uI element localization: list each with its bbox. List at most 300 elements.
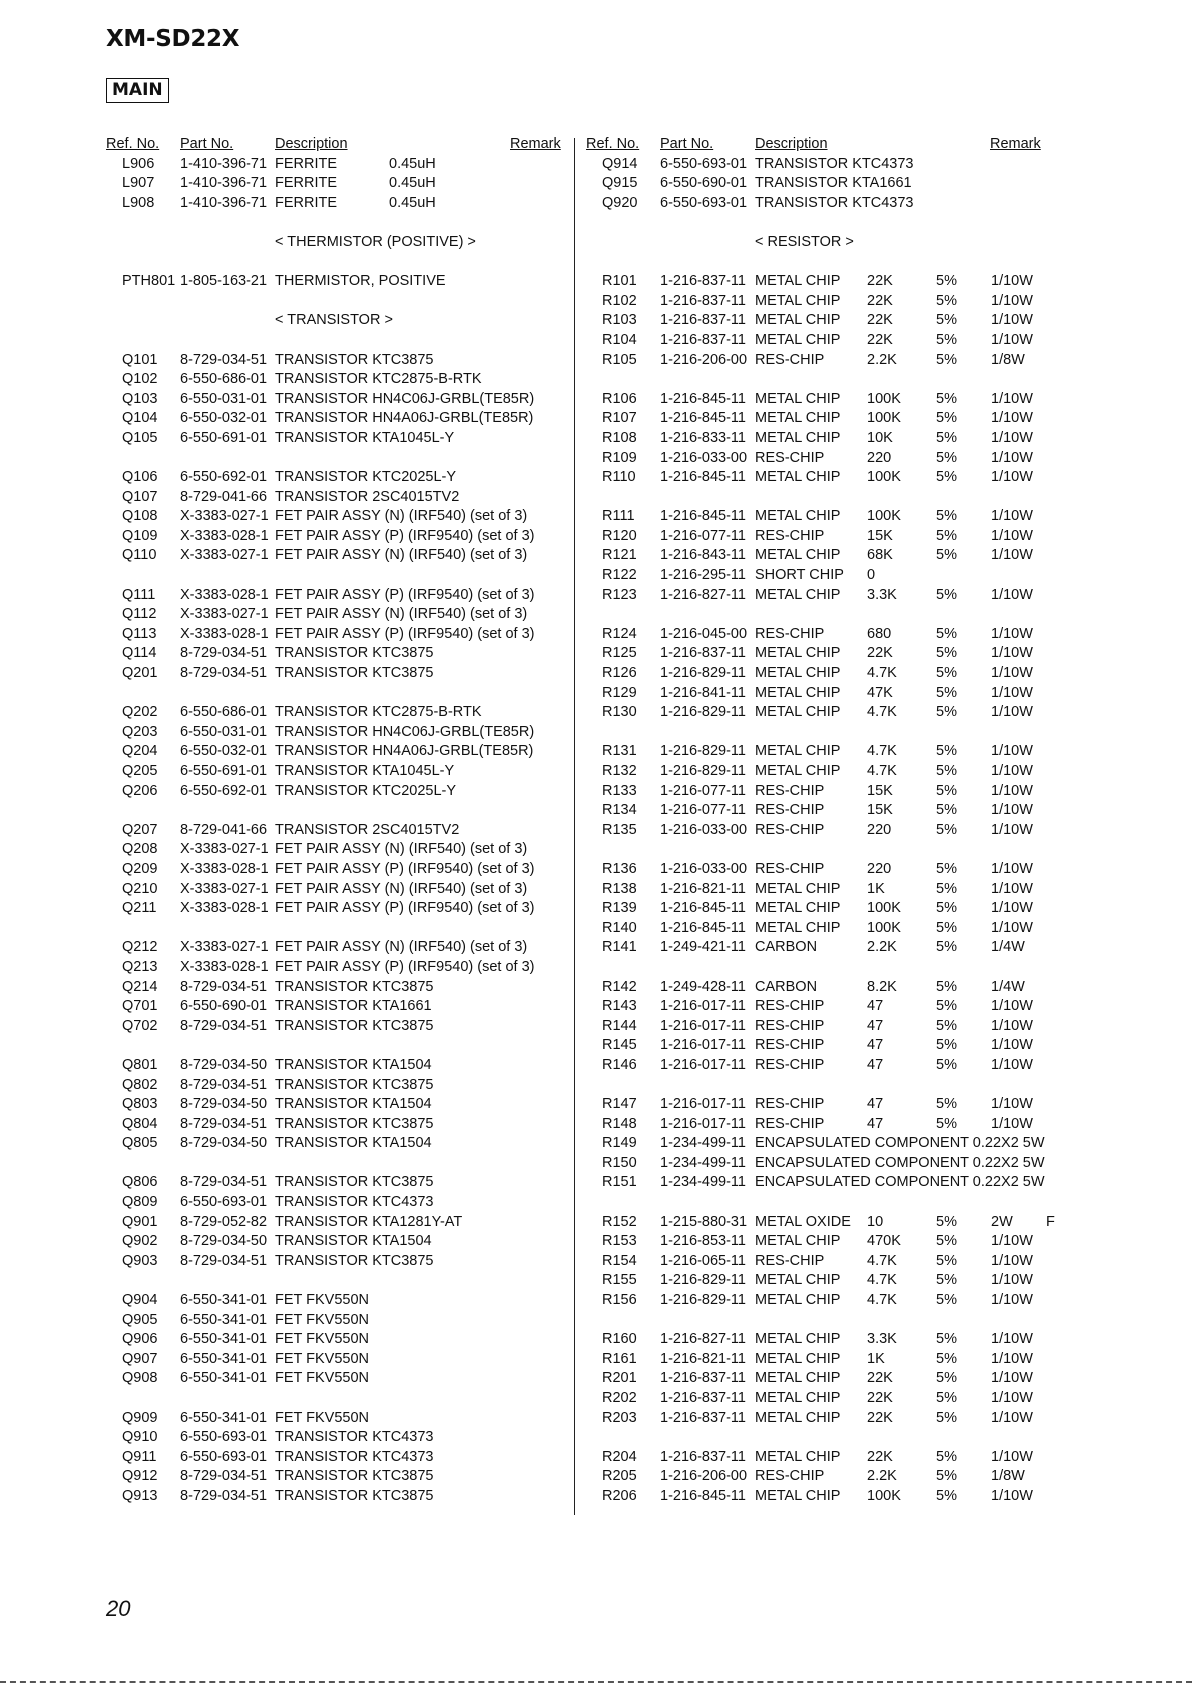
table-row bbox=[586, 1116, 1056, 1136]
ref-no: L906 bbox=[122, 155, 155, 172]
wattage: 1/10W bbox=[991, 508, 1033, 525]
table-row bbox=[586, 861, 1056, 881]
part-no: 6-550-693-01 bbox=[660, 194, 748, 211]
value: 100K bbox=[867, 390, 901, 407]
table-row bbox=[106, 1135, 558, 1155]
table-row bbox=[586, 1214, 1056, 1234]
description: RES-CHIP bbox=[755, 802, 825, 819]
table-row bbox=[106, 1429, 558, 1449]
ref-no: Q908 bbox=[122, 1370, 158, 1387]
wattage: 1/10W bbox=[991, 1096, 1033, 1113]
table-row bbox=[106, 1331, 558, 1351]
part-no: 6-550-691-01 bbox=[180, 429, 268, 446]
ref-no: Q907 bbox=[122, 1350, 158, 1367]
table-row bbox=[586, 391, 1056, 411]
part-no: X-3383-027-1 bbox=[180, 841, 269, 858]
tolerance: 5% bbox=[936, 782, 957, 799]
header-part: Part No. bbox=[180, 136, 234, 152]
description: METAL CHIP bbox=[755, 1448, 841, 1465]
table-row bbox=[586, 195, 1056, 215]
wattage: 1/10W bbox=[991, 449, 1033, 466]
description: FERRITE bbox=[275, 175, 338, 192]
part-no: 8-729-034-51 bbox=[180, 1174, 268, 1191]
ref-no: Q913 bbox=[122, 1487, 158, 1504]
part-no: 1-216-837-11 bbox=[660, 292, 746, 309]
description: TRANSISTOR KTC3875 bbox=[275, 1252, 434, 1269]
ref-no: R161 bbox=[602, 1350, 637, 1367]
row-spacer bbox=[106, 332, 558, 352]
part-no: X-3383-028-1 bbox=[180, 860, 269, 877]
table-row bbox=[586, 939, 1056, 959]
ref-no: R133 bbox=[602, 782, 637, 799]
tolerance: 5% bbox=[936, 469, 957, 486]
table-row bbox=[106, 724, 558, 744]
wattage: 1/10W bbox=[991, 429, 1033, 446]
part-no: 1-216-017-11 bbox=[660, 1037, 746, 1054]
table-row bbox=[586, 547, 1056, 567]
table-row bbox=[106, 998, 558, 1018]
part-no: 1-216-837-11 bbox=[660, 331, 746, 348]
wattage: 2W bbox=[991, 1213, 1013, 1230]
category-heading-text: < RESISTOR > bbox=[755, 233, 854, 250]
wattage: 1/10W bbox=[991, 410, 1033, 427]
wattage: 1/10W bbox=[991, 1292, 1033, 1309]
tolerance: 5% bbox=[936, 645, 957, 662]
tolerance: 5% bbox=[936, 1056, 957, 1073]
table-row bbox=[106, 1096, 558, 1116]
ref-no: R202 bbox=[602, 1390, 637, 1406]
description: METAL CHIP bbox=[755, 743, 841, 760]
ref-no: R152 bbox=[602, 1213, 637, 1230]
part-no: 6-550-693-01 bbox=[180, 1448, 268, 1465]
description: TRANSISTOR KTA1661 bbox=[275, 998, 432, 1015]
table-row bbox=[586, 1370, 1056, 1390]
part-no: 8-729-034-51 bbox=[180, 645, 268, 662]
row-spacer bbox=[586, 1312, 1056, 1332]
table-row bbox=[586, 450, 1056, 470]
row-spacer bbox=[586, 1429, 1056, 1449]
value: 4.7K bbox=[867, 763, 897, 779]
wattage: 1/10W bbox=[991, 1370, 1033, 1387]
ref-no: Q906 bbox=[122, 1331, 158, 1348]
description: TRANSISTOR KTC3875 bbox=[275, 351, 434, 368]
value: 22K bbox=[867, 1370, 893, 1387]
table-row bbox=[586, 156, 1056, 176]
table-row bbox=[106, 1292, 558, 1312]
tolerance: 5% bbox=[936, 704, 957, 721]
ref-no: Q205 bbox=[122, 763, 158, 779]
ref-no: Q107 bbox=[122, 488, 158, 505]
part-no: 1-216-845-11 bbox=[660, 390, 746, 407]
part-no: 8-729-034-50 bbox=[180, 1056, 268, 1073]
wattage: 1/10W bbox=[991, 273, 1033, 290]
tolerance: 5% bbox=[936, 547, 957, 564]
tolerance: 5% bbox=[936, 1468, 957, 1485]
value: 100K bbox=[867, 900, 901, 917]
row-spacer bbox=[106, 293, 558, 313]
row-spacer bbox=[106, 802, 558, 822]
description: SHORT CHIP bbox=[755, 567, 844, 584]
tolerance: 5% bbox=[936, 527, 957, 544]
value: 47 bbox=[867, 1096, 884, 1113]
tolerance: 5% bbox=[936, 312, 957, 329]
description: TRANSISTOR KTA1504 bbox=[275, 1233, 432, 1250]
table-row bbox=[106, 352, 558, 372]
tolerance: 5% bbox=[936, 939, 957, 956]
part-no: 1-216-827-11 bbox=[660, 1331, 746, 1348]
description: TRANSISTOR KTA1661 bbox=[755, 175, 912, 192]
ref-no: R106 bbox=[602, 390, 637, 407]
table-row bbox=[586, 1018, 1056, 1038]
table-row bbox=[586, 1272, 1056, 1292]
value: 10K bbox=[867, 429, 893, 446]
table-row bbox=[586, 704, 1056, 724]
ref-no: Q915 bbox=[602, 175, 638, 192]
description: METAL CHIP bbox=[755, 429, 841, 446]
ref-no: R160 bbox=[602, 1331, 637, 1348]
value: 4.7K bbox=[867, 743, 897, 760]
table-row bbox=[586, 1390, 1056, 1410]
table-row bbox=[586, 626, 1056, 646]
part-no: 1-216-845-11 bbox=[660, 508, 746, 525]
value: 22K bbox=[867, 1448, 893, 1465]
ref-no: Q105 bbox=[122, 429, 158, 446]
table-row bbox=[106, 822, 558, 842]
wattage: 1/10W bbox=[991, 1390, 1033, 1406]
description: TRANSISTOR KTC3875 bbox=[275, 645, 434, 662]
value: 4.7K bbox=[867, 704, 897, 721]
ref-no: R143 bbox=[602, 998, 637, 1015]
part-no: 1-216-837-11 bbox=[660, 645, 746, 662]
table-row bbox=[586, 665, 1056, 685]
part-no: 1-216-845-11 bbox=[660, 469, 746, 486]
table-row bbox=[586, 273, 1056, 293]
part-no: 8-729-034-51 bbox=[180, 978, 268, 995]
row-spacer bbox=[586, 1194, 1056, 1214]
table-row bbox=[586, 1468, 1056, 1488]
ref-no: R146 bbox=[602, 1056, 637, 1073]
part-no: 1-410-396-71 bbox=[180, 155, 268, 172]
part-no: 1-216-017-11 bbox=[660, 1115, 746, 1132]
value: 2.2K bbox=[867, 351, 897, 368]
value: 22K bbox=[867, 1390, 893, 1406]
table-row bbox=[586, 685, 1056, 705]
part-no: X-3383-027-1 bbox=[180, 880, 269, 897]
table-row bbox=[586, 175, 1056, 195]
row-spacer bbox=[586, 254, 1056, 274]
description: RES-CHIP bbox=[755, 1115, 825, 1132]
ref-no: Q914 bbox=[602, 155, 638, 172]
header-remark: Remark bbox=[990, 136, 1041, 152]
description: FET FKV550N bbox=[275, 1292, 370, 1309]
value: 22K bbox=[867, 1409, 893, 1426]
description: RES-CHIP bbox=[755, 821, 825, 838]
value: 220 bbox=[867, 449, 892, 466]
description: CARBON bbox=[755, 978, 818, 995]
ref-no: R141 bbox=[602, 939, 637, 956]
ref-no: Q204 bbox=[122, 743, 158, 760]
part-no: 6-550-341-01 bbox=[180, 1370, 268, 1387]
row-spacer bbox=[106, 567, 558, 587]
ref-no: Q104 bbox=[122, 410, 158, 427]
description: TRANSISTOR 2SC4015TV2 bbox=[275, 821, 460, 838]
ref-no: R156 bbox=[602, 1292, 637, 1309]
description: FET FKV550N bbox=[275, 1311, 370, 1328]
table-row bbox=[586, 822, 1056, 842]
wattage: 1/10W bbox=[991, 900, 1033, 917]
part-no: 6-550-686-01 bbox=[180, 704, 268, 721]
table-row bbox=[586, 1233, 1056, 1253]
ref-no: R109 bbox=[602, 449, 637, 466]
part-no: 1-216-829-11 bbox=[660, 704, 746, 721]
ref-no: Q101 bbox=[122, 351, 158, 368]
ref-no: L907 bbox=[122, 175, 155, 192]
ref-no: R120 bbox=[602, 527, 637, 544]
part-no: 6-550-693-01 bbox=[180, 1194, 268, 1211]
ref-no: Q701 bbox=[122, 998, 158, 1015]
ref-no: Q110 bbox=[122, 547, 157, 564]
part-no: 1-216-206-00 bbox=[660, 1468, 748, 1485]
table-row bbox=[106, 273, 558, 293]
part-no: 1-216-843-11 bbox=[660, 547, 746, 564]
ref-no: R130 bbox=[602, 704, 637, 721]
description: FET FKV550N bbox=[275, 1350, 370, 1367]
wattage: 1/10W bbox=[991, 625, 1033, 642]
part-no: 1-216-821-11 bbox=[660, 880, 746, 897]
value: 0 bbox=[867, 567, 876, 584]
part-no: 6-550-341-01 bbox=[180, 1409, 268, 1426]
description: THERMISTOR, POSITIVE bbox=[275, 273, 446, 290]
ref-no: R206 bbox=[602, 1487, 637, 1504]
table-row bbox=[586, 763, 1056, 783]
description: RES-CHIP bbox=[755, 625, 825, 642]
part-no: 1-216-821-11 bbox=[660, 1350, 746, 1367]
table-row bbox=[106, 861, 558, 881]
part-no: 1-216-837-11 bbox=[660, 1390, 746, 1406]
table-row bbox=[106, 841, 558, 861]
ref-no: R147 bbox=[602, 1096, 637, 1113]
ref-no: R121 bbox=[602, 547, 637, 564]
tolerance: 5% bbox=[936, 684, 957, 701]
part-no: 6-550-690-01 bbox=[660, 175, 748, 192]
description: METAL CHIP bbox=[755, 919, 841, 936]
description: TRANSISTOR KTC2875-B-RTK bbox=[275, 704, 482, 721]
description: TRANSISTOR KTC4373 bbox=[275, 1429, 434, 1446]
table-row bbox=[106, 1233, 558, 1253]
remark: F bbox=[1046, 1213, 1055, 1230]
description: METAL CHIP bbox=[755, 1487, 841, 1504]
table-row bbox=[106, 783, 558, 803]
table-row bbox=[106, 547, 558, 567]
ref-no: R201 bbox=[602, 1370, 637, 1387]
description: FERRITE bbox=[275, 155, 338, 172]
page-number: 20 bbox=[106, 1596, 131, 1621]
ref-no: Q904 bbox=[122, 1292, 158, 1309]
value: 4.7K bbox=[867, 665, 897, 682]
ref-no: Q804 bbox=[122, 1115, 158, 1132]
category-heading-text: < THERMISTOR (POSITIVE) > bbox=[275, 233, 476, 250]
tolerance: 5% bbox=[936, 978, 957, 995]
wattage: 1/10W bbox=[991, 998, 1033, 1015]
description: METAL CHIP bbox=[755, 1350, 841, 1367]
description: RES-CHIP bbox=[755, 860, 825, 877]
part-no: 1-410-396-71 bbox=[180, 175, 268, 192]
table-row bbox=[106, 665, 558, 685]
description: METAL CHIP bbox=[755, 763, 841, 779]
tolerance: 5% bbox=[936, 410, 957, 427]
tolerance: 5% bbox=[936, 292, 957, 309]
ref-no: R101 bbox=[602, 273, 637, 290]
value: 47 bbox=[867, 1115, 884, 1132]
description: TRANSISTOR KTC3875 bbox=[275, 1017, 434, 1034]
ref-no: R153 bbox=[602, 1233, 637, 1250]
description: FET PAIR ASSY (P) (IRF9540) (set of 3) bbox=[275, 860, 535, 877]
table-row bbox=[586, 1449, 1056, 1469]
part-no: 1-216-077-11 bbox=[660, 802, 746, 819]
description: TRANSISTOR KTC3875 bbox=[275, 1174, 434, 1191]
row-spacer bbox=[586, 959, 1056, 979]
ref-no: R139 bbox=[602, 900, 637, 917]
table-row bbox=[586, 900, 1056, 920]
description: METAL CHIP bbox=[755, 1409, 841, 1426]
table-row bbox=[106, 1312, 558, 1332]
part-no: 1-216-837-11 bbox=[660, 1370, 746, 1387]
tolerance: 5% bbox=[936, 331, 957, 348]
description: FET FKV550N bbox=[275, 1370, 370, 1387]
tolerance: 5% bbox=[936, 273, 957, 290]
description: METAL CHIP bbox=[755, 390, 841, 407]
ref-no: R126 bbox=[602, 665, 637, 682]
wattage: 1/10W bbox=[991, 704, 1033, 721]
ref-no: Q111 bbox=[122, 586, 156, 603]
table-row bbox=[106, 1214, 558, 1234]
wattage: 1/10W bbox=[991, 1448, 1033, 1465]
description: RES-CHIP bbox=[755, 527, 825, 544]
value: 1K bbox=[867, 880, 885, 897]
value: 22K bbox=[867, 292, 893, 309]
part-no: X-3383-028-1 bbox=[180, 586, 269, 603]
part-no: 1-216-045-00 bbox=[660, 625, 748, 642]
table-row bbox=[106, 195, 558, 215]
description: TRANSISTOR KTC3875 bbox=[275, 978, 434, 995]
row-spacer bbox=[586, 371, 1056, 391]
description: METAL CHIP bbox=[755, 1292, 841, 1309]
value: 2.2K bbox=[867, 939, 897, 956]
description: FET PAIR ASSY (P) (IRF9540) (set of 3) bbox=[275, 586, 535, 603]
ref-no: R203 bbox=[602, 1409, 637, 1426]
ref-no: R124 bbox=[602, 625, 637, 642]
description: METAL CHIP bbox=[755, 469, 841, 486]
description: TRANSISTOR KTC3875 bbox=[275, 1468, 434, 1485]
part-no: 8-729-034-51 bbox=[180, 1017, 268, 1034]
wattage: 1/10W bbox=[991, 312, 1033, 329]
value: 470K bbox=[867, 1233, 901, 1250]
ref-no: Q203 bbox=[122, 723, 158, 740]
description: METAL CHIP bbox=[755, 547, 841, 564]
tolerance: 5% bbox=[936, 1409, 957, 1426]
header-desc: Description bbox=[275, 136, 348, 152]
description: TRANSISTOR KTC2875-B-RTK bbox=[275, 371, 482, 388]
description: FET PAIR ASSY (N) (IRF540) (set of 3) bbox=[275, 880, 528, 897]
tolerance: 5% bbox=[936, 1331, 957, 1348]
ref-no: R123 bbox=[602, 586, 637, 603]
table-row bbox=[586, 881, 1056, 901]
part-no: 1-216-077-11 bbox=[660, 527, 746, 544]
wattage: 1/4W bbox=[991, 978, 1025, 995]
description: METAL CHIP bbox=[755, 312, 841, 329]
description: METAL CHIP bbox=[755, 665, 841, 682]
table-row bbox=[586, 1037, 1056, 1057]
part-no: 1-216-017-11 bbox=[660, 1096, 746, 1113]
description: METAL CHIP bbox=[755, 880, 841, 897]
part-no: 1-249-421-11 bbox=[660, 939, 746, 956]
wattage: 1/10W bbox=[991, 684, 1033, 701]
wattage: 1/10W bbox=[991, 292, 1033, 309]
value: 100K bbox=[867, 919, 901, 936]
header-desc: Description bbox=[755, 136, 828, 152]
ref-no: Q213 bbox=[122, 958, 158, 975]
table-row bbox=[586, 1174, 1056, 1194]
part-no: 1-410-396-71 bbox=[180, 194, 268, 211]
ref-no: R125 bbox=[602, 645, 637, 662]
table-row bbox=[106, 1488, 558, 1508]
description: TRANSISTOR KTC3875 bbox=[275, 1115, 434, 1132]
ref-no: Q809 bbox=[122, 1194, 158, 1211]
part-no: 8-729-041-66 bbox=[180, 821, 268, 838]
part-no: 1-234-499-11 bbox=[660, 1135, 746, 1152]
part-no: 8-729-034-50 bbox=[180, 1233, 268, 1250]
wattage: 1/10W bbox=[991, 1115, 1033, 1132]
wattage: 1/10W bbox=[991, 331, 1033, 348]
table-row bbox=[586, 312, 1056, 332]
wattage: 1/10W bbox=[991, 1350, 1033, 1367]
description: METAL CHIP bbox=[755, 410, 841, 427]
value: 100K bbox=[867, 469, 901, 486]
tolerance: 5% bbox=[936, 1272, 957, 1289]
tolerance: 5% bbox=[936, 919, 957, 936]
value: 4.7K bbox=[867, 1252, 897, 1269]
ref-no: Q108 bbox=[122, 508, 158, 525]
row-spacer bbox=[106, 254, 558, 274]
row-spacer bbox=[106, 1272, 558, 1292]
ref-no: R145 bbox=[602, 1037, 637, 1054]
description: TRANSISTOR HN4A06J-GRBL(TE85R) bbox=[275, 410, 534, 427]
part-no: 1-216-017-11 bbox=[660, 1056, 746, 1073]
description: RES-CHIP bbox=[755, 1037, 825, 1054]
description: METAL CHIP bbox=[755, 1233, 841, 1250]
description: METAL CHIP bbox=[755, 292, 841, 309]
value: 220 bbox=[867, 860, 892, 877]
part-no: 1-216-827-11 bbox=[660, 586, 746, 603]
wattage: 1/10W bbox=[991, 469, 1033, 486]
tolerance: 5% bbox=[936, 821, 957, 838]
ref-no: R138 bbox=[602, 880, 637, 897]
table-row bbox=[106, 410, 558, 430]
description: ENCAPSULATED COMPONENT 0.22X2 5W bbox=[755, 1135, 1045, 1152]
tolerance: 5% bbox=[936, 743, 957, 760]
part-no: X-3383-027-1 bbox=[180, 939, 269, 956]
ref-no: Q109 bbox=[122, 527, 158, 544]
tolerance: 5% bbox=[936, 665, 957, 682]
description: RES-CHIP bbox=[755, 1096, 825, 1113]
wattage: 1/10W bbox=[991, 645, 1033, 662]
ref-no: R110 bbox=[602, 469, 636, 486]
value: 47 bbox=[867, 1017, 884, 1034]
description: FET FKV550N bbox=[275, 1331, 370, 1348]
tolerance: 5% bbox=[936, 998, 957, 1015]
tolerance: 5% bbox=[936, 1213, 957, 1230]
table-row bbox=[586, 352, 1056, 372]
